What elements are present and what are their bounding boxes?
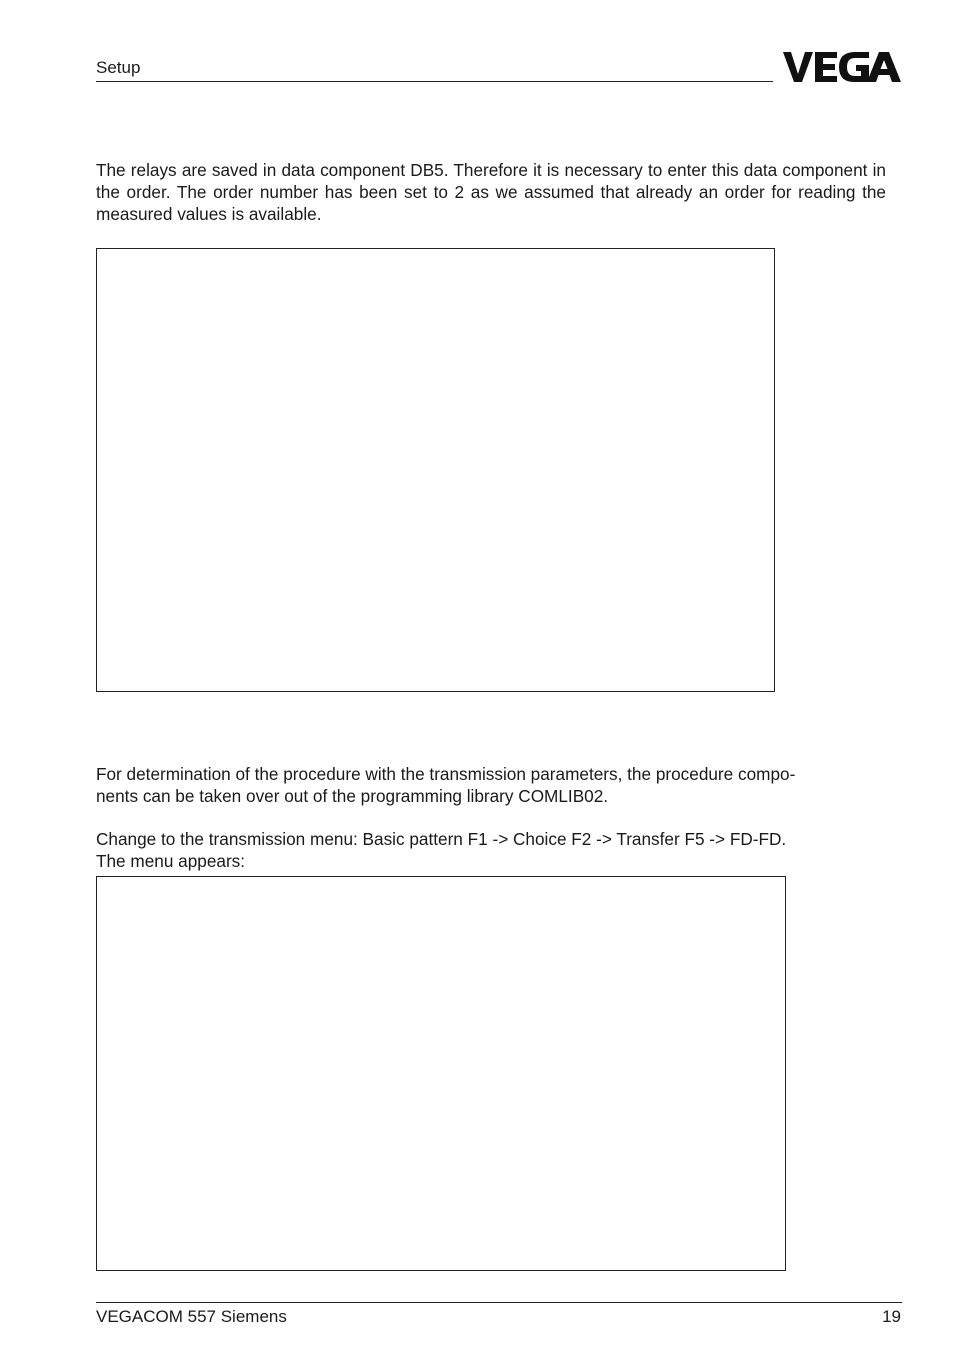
screenshot-placeholder-menu (96, 876, 786, 1271)
header-rule (96, 81, 773, 82)
transmission-line-1: Change to the transmission menu: Basic pattern F1 -> Choice F2 -> Transfer F5 -> FD-FD. (96, 829, 787, 849)
procedure-paragraph (96, 763, 886, 807)
page-number: 19 (882, 1307, 901, 1326)
procedure-line-2: nents can be taken over out of the programming library COMLIB02. (96, 786, 609, 806)
footer-document-title: VEGACOM 557 Siemens (96, 1307, 287, 1326)
screenshot-placeholder-relays (96, 248, 775, 692)
footer-rule (96, 1302, 902, 1303)
procedure-line-1: For determination of the procedure with the transmission parameters, the procedure compo- (96, 764, 796, 784)
transmission-line-2: The menu appears: (96, 851, 246, 871)
transmission-menu-paragraph (96, 828, 886, 872)
vega-logo (783, 50, 901, 84)
header-section-title: Setup (96, 58, 141, 77)
intro-paragraph: The relays are saved in data component DB5. Therefore it is necessary to enter this data component in the order. The order number has been set to 2 as we assumed that already an order for reading the measured values is available. (96, 160, 886, 224)
